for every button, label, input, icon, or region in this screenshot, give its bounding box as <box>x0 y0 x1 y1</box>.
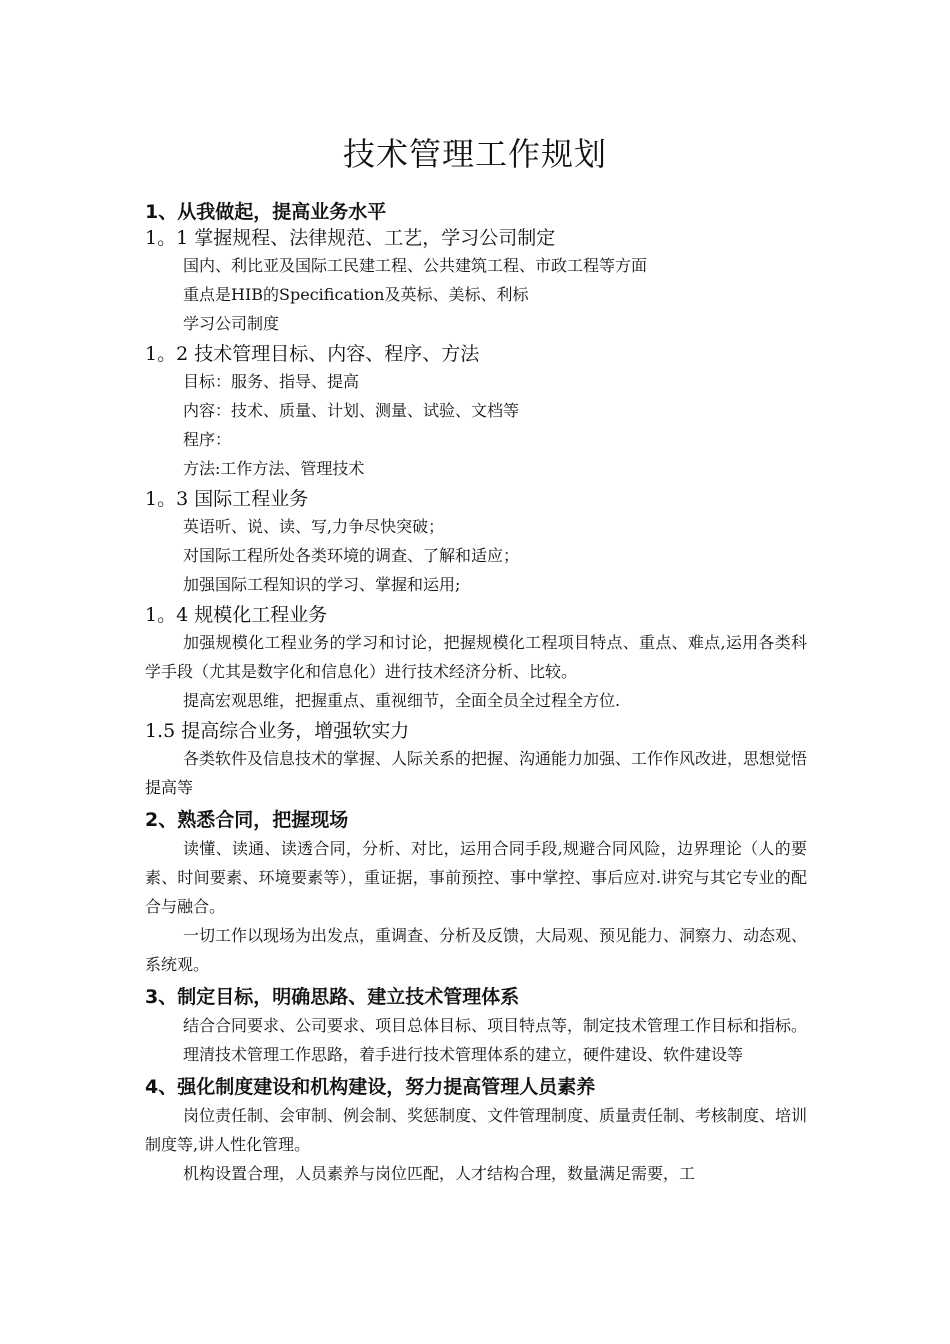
subsection-heading: 1。2 技术管理目标、内容、程序、方法 <box>145 343 480 365</box>
paragraph: 各类软件及信息技术的掌握、人际关系的把握、沟通能力加强、工作作风改进，思想觉悟提高等 <box>145 749 808 797</box>
list-item: 内容：技术、质量、计划、测量、试验、文档等 <box>183 401 520 420</box>
paragraph: 机构设置合理，人员素养与岗位匹配，人才结构合理，数量满足需要，工 <box>183 1164 696 1183</box>
paragraph: 岗位责任制、会审制、例会制、奖惩制度、文件管理制度、质量责任制、考核制度、培训制度等,讲人性化管理。 <box>145 1106 808 1154</box>
document-title: 技术管理工作规划 <box>342 135 607 173</box>
section-heading: 2、熟悉合同，把握现场 <box>145 809 349 831</box>
paragraph: 提高宏观思维，把握重点、重视细节，全面全员全过程全方位. <box>183 691 621 710</box>
section-heading: 3、制定目标，明确思路、建立技术管理体系 <box>145 986 520 1008</box>
section-heading: 4、强化制度建设和机构建设，努力提高管理人员素养 <box>145 1076 596 1098</box>
list-item: 目标：服务、指导、提高 <box>183 372 360 391</box>
section-heading: 1、从我做起，提高业务水平 <box>145 201 387 223</box>
subsection-heading: 1。1 掌握规程、法律规范、工艺，学习公司制定 <box>145 227 556 249</box>
subsection-heading: 1。4 规模化工程业务 <box>145 604 328 626</box>
list-item: 国内、利比亚及国际工民建工程、公共建筑工程、市政工程等方面 <box>183 256 648 275</box>
list-item: 程序： <box>183 430 232 449</box>
list-item: 方法:工作方法、管理技术 <box>183 459 365 478</box>
subsection-heading: 1.5 提高综合业务，增强软实力 <box>145 720 410 742</box>
list-item: 学习公司制度 <box>183 314 280 333</box>
paragraph: 加强规模化工程业务的学习和讨论，把握规模化工程项目特点、重点、难点,运用各类科学手段（尤其是数字化和信息化）进行技术经济分析、比较。 <box>145 633 807 681</box>
subsection-heading: 1。3 国际工程业务 <box>145 488 309 510</box>
document-body <box>145 198 807 1188</box>
paragraph: 理清技术管理工作思路，着手进行技术管理体系的建立，硬件建设、软件建设等 <box>183 1045 744 1064</box>
list-item: 加强国际工程知识的学习、掌握和运用; <box>183 575 461 594</box>
list-item: 英语听、说、读、写,力争尽快突破； <box>183 517 445 536</box>
paragraph: 读懂、读通、读透合同，分析、对比，运用合同手段,规避合同风险，边界理论（人的要素、时间要素、环境要素等），重证据，事前预控、事中掌控、事后应对.讲究与其它专业的配合与融合。 <box>145 839 807 916</box>
paragraph: 结合合同要求、公司要求、项目总体目标、项目特点等，制定技术管理工作目标和指标。 <box>183 1016 808 1035</box>
list-item: 对国际工程所处各类环境的调查、了解和适应； <box>183 546 520 565</box>
paragraph: 一切工作以现场为出发点，重调查、分析及反馈，大局观、预见能力、洞察力、动态观、系统观。 <box>145 926 808 974</box>
list-item: 重点是HIB的Specification及英标、美标、利标 <box>183 285 529 304</box>
